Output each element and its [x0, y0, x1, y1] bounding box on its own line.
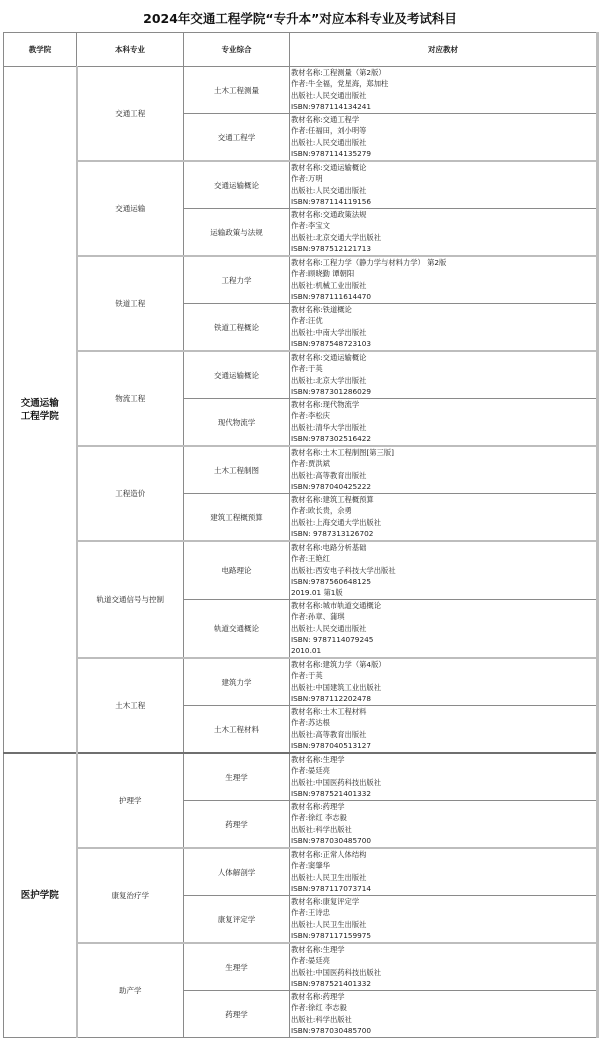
subject-cell: 土木工程材料 — [184, 706, 290, 754]
major-cell: 助产学 — [77, 943, 184, 1038]
textbook-author: 作者:贾洪斌 — [291, 459, 330, 469]
textbook-author: 作者:汪优 — [291, 316, 323, 326]
textbook-isbn: ISBN:9787114134241 — [291, 101, 372, 111]
subject-cell: 土木工程测量 — [184, 67, 290, 114]
textbook-author: 作者:任福田，刘小明等 — [291, 126, 367, 136]
subject-cell: 建筑工程概预算 — [184, 494, 290, 542]
textbook-title: 教材名称:建筑力学（第4版） — [291, 660, 386, 669]
table-row — [4, 943, 598, 991]
textbook-publisher: 出版社:北京交通大学出版社 — [291, 232, 382, 242]
table-row — [4, 446, 598, 494]
subject-cell: 土木工程制图 — [184, 446, 290, 494]
textbook-publisher: 出版社:人民交通出版社 — [291, 90, 367, 100]
textbook-publisher: 出版社:中国建筑工业出版社 — [291, 682, 382, 692]
subject-cell: 交通运输概论 — [184, 351, 290, 399]
textbook-cell — [290, 706, 598, 754]
textbook-cell — [290, 67, 598, 114]
textbook-title: 教材名称:交通政策法规 — [291, 210, 367, 219]
textbook-title: 教材名称:现代物流学 — [291, 400, 360, 409]
textbook-cell — [290, 494, 598, 542]
textbook-publisher: 出版社:上海交通大学出版社 — [291, 517, 382, 527]
textbook-publisher: 出版社:人民卫生出版社 — [291, 872, 367, 882]
major-cell: 康复治疗学 — [77, 848, 184, 943]
textbook-isbn: ISBN:9787117159975 — [291, 930, 372, 940]
textbook-author: 作者:于英 — [291, 364, 323, 374]
textbook-isbn: ISBN:9787548723103 — [291, 338, 372, 348]
textbook-cell — [290, 161, 598, 209]
exam-subjects-table — [3, 32, 599, 1038]
textbook-author: 作者:窦肇华 — [291, 861, 330, 871]
textbook-author: 作者:晏廷亮 — [291, 956, 330, 966]
textbook-cell — [290, 753, 598, 801]
textbook-edition: 2010.01 — [291, 646, 322, 656]
textbook-cell — [290, 848, 598, 896]
textbook-isbn: ISBN:9787512121713 — [291, 243, 372, 253]
major-cell: 交通工程 — [77, 67, 184, 162]
textbook-isbn: ISBN:9787030485700 — [291, 835, 372, 845]
textbook-author: 作者:苏达根 — [291, 718, 330, 728]
textbook-title: 教材名称:药理学 — [291, 992, 345, 1001]
table-header-row — [4, 33, 598, 67]
textbook-isbn: ISBN:9787112202478 — [291, 693, 372, 703]
textbook-isbn: ISBN:9787302516422 — [291, 433, 372, 443]
textbook-cell — [290, 256, 598, 304]
textbook-publisher: 出版社:北京大学出版社 — [291, 375, 367, 385]
textbook-publisher: 出版社:中国医药科技出版社 — [291, 777, 382, 787]
subject-cell: 药理学 — [184, 801, 290, 849]
subject-cell: 轨道交通概论 — [184, 600, 290, 659]
college-name-line1: 交通运输 — [20, 397, 59, 409]
textbook-publisher: 出版社:人民交通出版社 — [291, 137, 367, 147]
college-cell — [4, 753, 77, 1038]
textbook-publisher: 出版社:人民卫生出版社 — [291, 919, 367, 929]
college-name-line2: 工程学院 — [20, 410, 59, 422]
textbook-isbn: ISBN:9787114135279 — [291, 148, 372, 158]
table-row — [4, 351, 598, 399]
textbook-publisher: 出版社:科学出版社 — [291, 1014, 352, 1024]
textbook-isbn: ISBN:9787117073714 — [291, 883, 372, 893]
textbook-publisher: 出版社:机械工业出版社 — [291, 280, 367, 290]
subject-cell: 电路理论 — [184, 541, 290, 600]
textbook-author: 作者:欧长贵，佘勇 — [291, 506, 352, 516]
textbook-author: 作者:王艳红 — [291, 554, 330, 564]
textbook-title: 教材名称:交通运输概论 — [291, 353, 367, 362]
subject-cell: 工程力学 — [184, 256, 290, 304]
textbook-cell — [290, 114, 598, 162]
subject-cell: 生理学 — [184, 943, 290, 991]
textbook-publisher: 出版社:西安电子科技大学出版社 — [291, 565, 396, 575]
textbook-author: 作者:牛全福，党星海，郑加柱 — [291, 79, 389, 89]
table-row — [4, 658, 598, 706]
subject-cell: 生理学 — [184, 753, 290, 801]
subject-cell: 交通运输概论 — [184, 161, 290, 209]
textbook-cell — [290, 446, 598, 494]
table-row — [4, 67, 598, 114]
textbook-isbn: ISBN:9787114119156 — [291, 196, 372, 206]
major-cell: 护理学 — [77, 753, 184, 848]
textbook-publisher: 出版社:中南大学出版社 — [291, 327, 367, 337]
textbook-cell — [290, 209, 598, 257]
textbook-title: 教材名称:电路分析基础 — [291, 543, 367, 552]
textbook-publisher: 出版社:人民交通出版社 — [291, 185, 367, 195]
textbook-author: 作者:王诗忠 — [291, 908, 330, 918]
textbook-title: 教材名称:城市轨道交通概论 — [291, 601, 382, 610]
table-body — [4, 67, 598, 1038]
textbook-isbn: ISBN:9787030485700 — [291, 1025, 372, 1035]
textbook-isbn: ISBN: 9787313126702 — [291, 528, 374, 538]
major-cell: 工程造价 — [77, 446, 184, 541]
textbook-title: 教材名称:工程测量（第2版） — [291, 68, 386, 77]
textbook-title: 教材名称:土木工程材料 — [291, 707, 367, 716]
textbook-cell — [290, 399, 598, 447]
textbook-title: 教材名称:生理学 — [291, 755, 345, 764]
textbook-cell — [290, 943, 598, 991]
textbook-title: 教材名称:工程力学（静力学与材料力学） 第2版 — [291, 258, 447, 267]
textbook-publisher: 出版社:人民交通出版社 — [291, 623, 367, 633]
textbook-title: 教材名称:生理学 — [291, 945, 345, 954]
textbook-isbn: ISBN:9787111614470 — [291, 291, 372, 301]
subject-cell: 康复评定学 — [184, 896, 290, 944]
header-textbook: 对应教材 — [290, 33, 598, 67]
subject-cell: 铁道工程概论 — [184, 304, 290, 352]
textbook-isbn: ISBN:9787040513127 — [291, 740, 372, 750]
textbook-cell — [290, 896, 598, 944]
textbook-author: 作者:晏廷亮 — [291, 766, 330, 776]
textbook-isbn: ISBN:9787521401332 — [291, 788, 372, 798]
textbook-author: 作者:李松庆 — [291, 411, 330, 421]
table-row — [4, 541, 598, 600]
textbook-title: 教材名称:交通工程学 — [291, 115, 360, 124]
textbook-author: 作者:孙章、蒲琪 — [291, 612, 345, 622]
textbook-title: 教材名称:正常人体结构 — [291, 850, 367, 859]
major-cell: 轨道交通信号与控制 — [77, 541, 184, 658]
header-college: 教学院 — [4, 33, 77, 67]
subject-cell: 人体解剖学 — [184, 848, 290, 896]
textbook-author: 作者:徐红 李志毅 — [291, 1003, 347, 1013]
table-row — [4, 161, 598, 209]
textbook-title: 教材名称:康复评定学 — [291, 897, 360, 906]
textbook-publisher: 出版社:科学出版社 — [291, 824, 352, 834]
textbook-title: 教材名称:铁道概论 — [291, 305, 352, 314]
textbook-publisher: 出版社:中国医药科技出版社 — [291, 967, 382, 977]
header-subject: 专业综合 — [184, 33, 290, 67]
textbook-cell — [290, 541, 598, 600]
textbook-isbn: ISBN:9787040425222 — [291, 481, 372, 491]
table-row — [4, 753, 598, 801]
textbook-author: 作者:顾晓勤 谭朝阳 — [291, 269, 355, 279]
textbook-cell — [290, 351, 598, 399]
textbook-cell — [290, 991, 598, 1038]
textbook-title: 教材名称:建筑工程概预算 — [291, 495, 374, 504]
college-name: 医护学院 — [20, 890, 59, 901]
textbook-author: 作者:徐红 李志毅 — [291, 813, 347, 823]
textbook-title: 教材名称:药理学 — [291, 802, 345, 811]
table-row — [4, 256, 598, 304]
textbook-publisher: 出版社:清华大学出版社 — [291, 422, 367, 432]
textbook-publisher: 出版社:高等教育出版社 — [291, 470, 367, 480]
textbook-isbn: ISBN:9787521401332 — [291, 978, 372, 988]
table-row — [4, 848, 598, 896]
subject-cell: 药理学 — [184, 991, 290, 1038]
textbook-cell — [290, 801, 598, 849]
textbook-cell — [290, 304, 598, 352]
textbook-title: 教材名称:土木工程制图[第三版] — [291, 448, 395, 457]
textbook-isbn: ISBN:9787560648125 — [291, 576, 372, 586]
subject-cell: 运输政策与法规 — [184, 209, 290, 257]
textbook-author: 作者:万明 — [291, 174, 323, 184]
page-title: 2024年交通工程学院“专升本”对应本科专业及考试科目 — [143, 11, 457, 26]
textbook-cell — [290, 600, 598, 659]
major-cell: 物流工程 — [77, 351, 184, 446]
textbook-author: 作者:李宝文 — [291, 221, 330, 231]
major-cell: 交通运输 — [77, 161, 184, 256]
subject-cell: 交通工程学 — [184, 114, 290, 162]
textbook-publisher: 出版社:高等教育出版社 — [291, 729, 367, 739]
textbook-cell — [290, 658, 598, 706]
subject-cell: 现代物流学 — [184, 399, 290, 447]
textbook-isbn: ISBN:9787301286029 — [291, 386, 372, 396]
textbook-edition: 2019.01 第1版 — [291, 588, 343, 598]
major-cell: 铁道工程 — [77, 256, 184, 351]
major-cell: 土木工程 — [77, 658, 184, 753]
textbook-title: 教材名称:交通运输概论 — [291, 163, 367, 172]
subject-cell: 建筑力学 — [184, 658, 290, 706]
college-cell — [4, 67, 77, 754]
header-major: 本科专业 — [77, 33, 184, 67]
textbook-author: 作者:于英 — [291, 671, 323, 681]
textbook-isbn: ISBN: 9787114079245 — [291, 634, 374, 644]
